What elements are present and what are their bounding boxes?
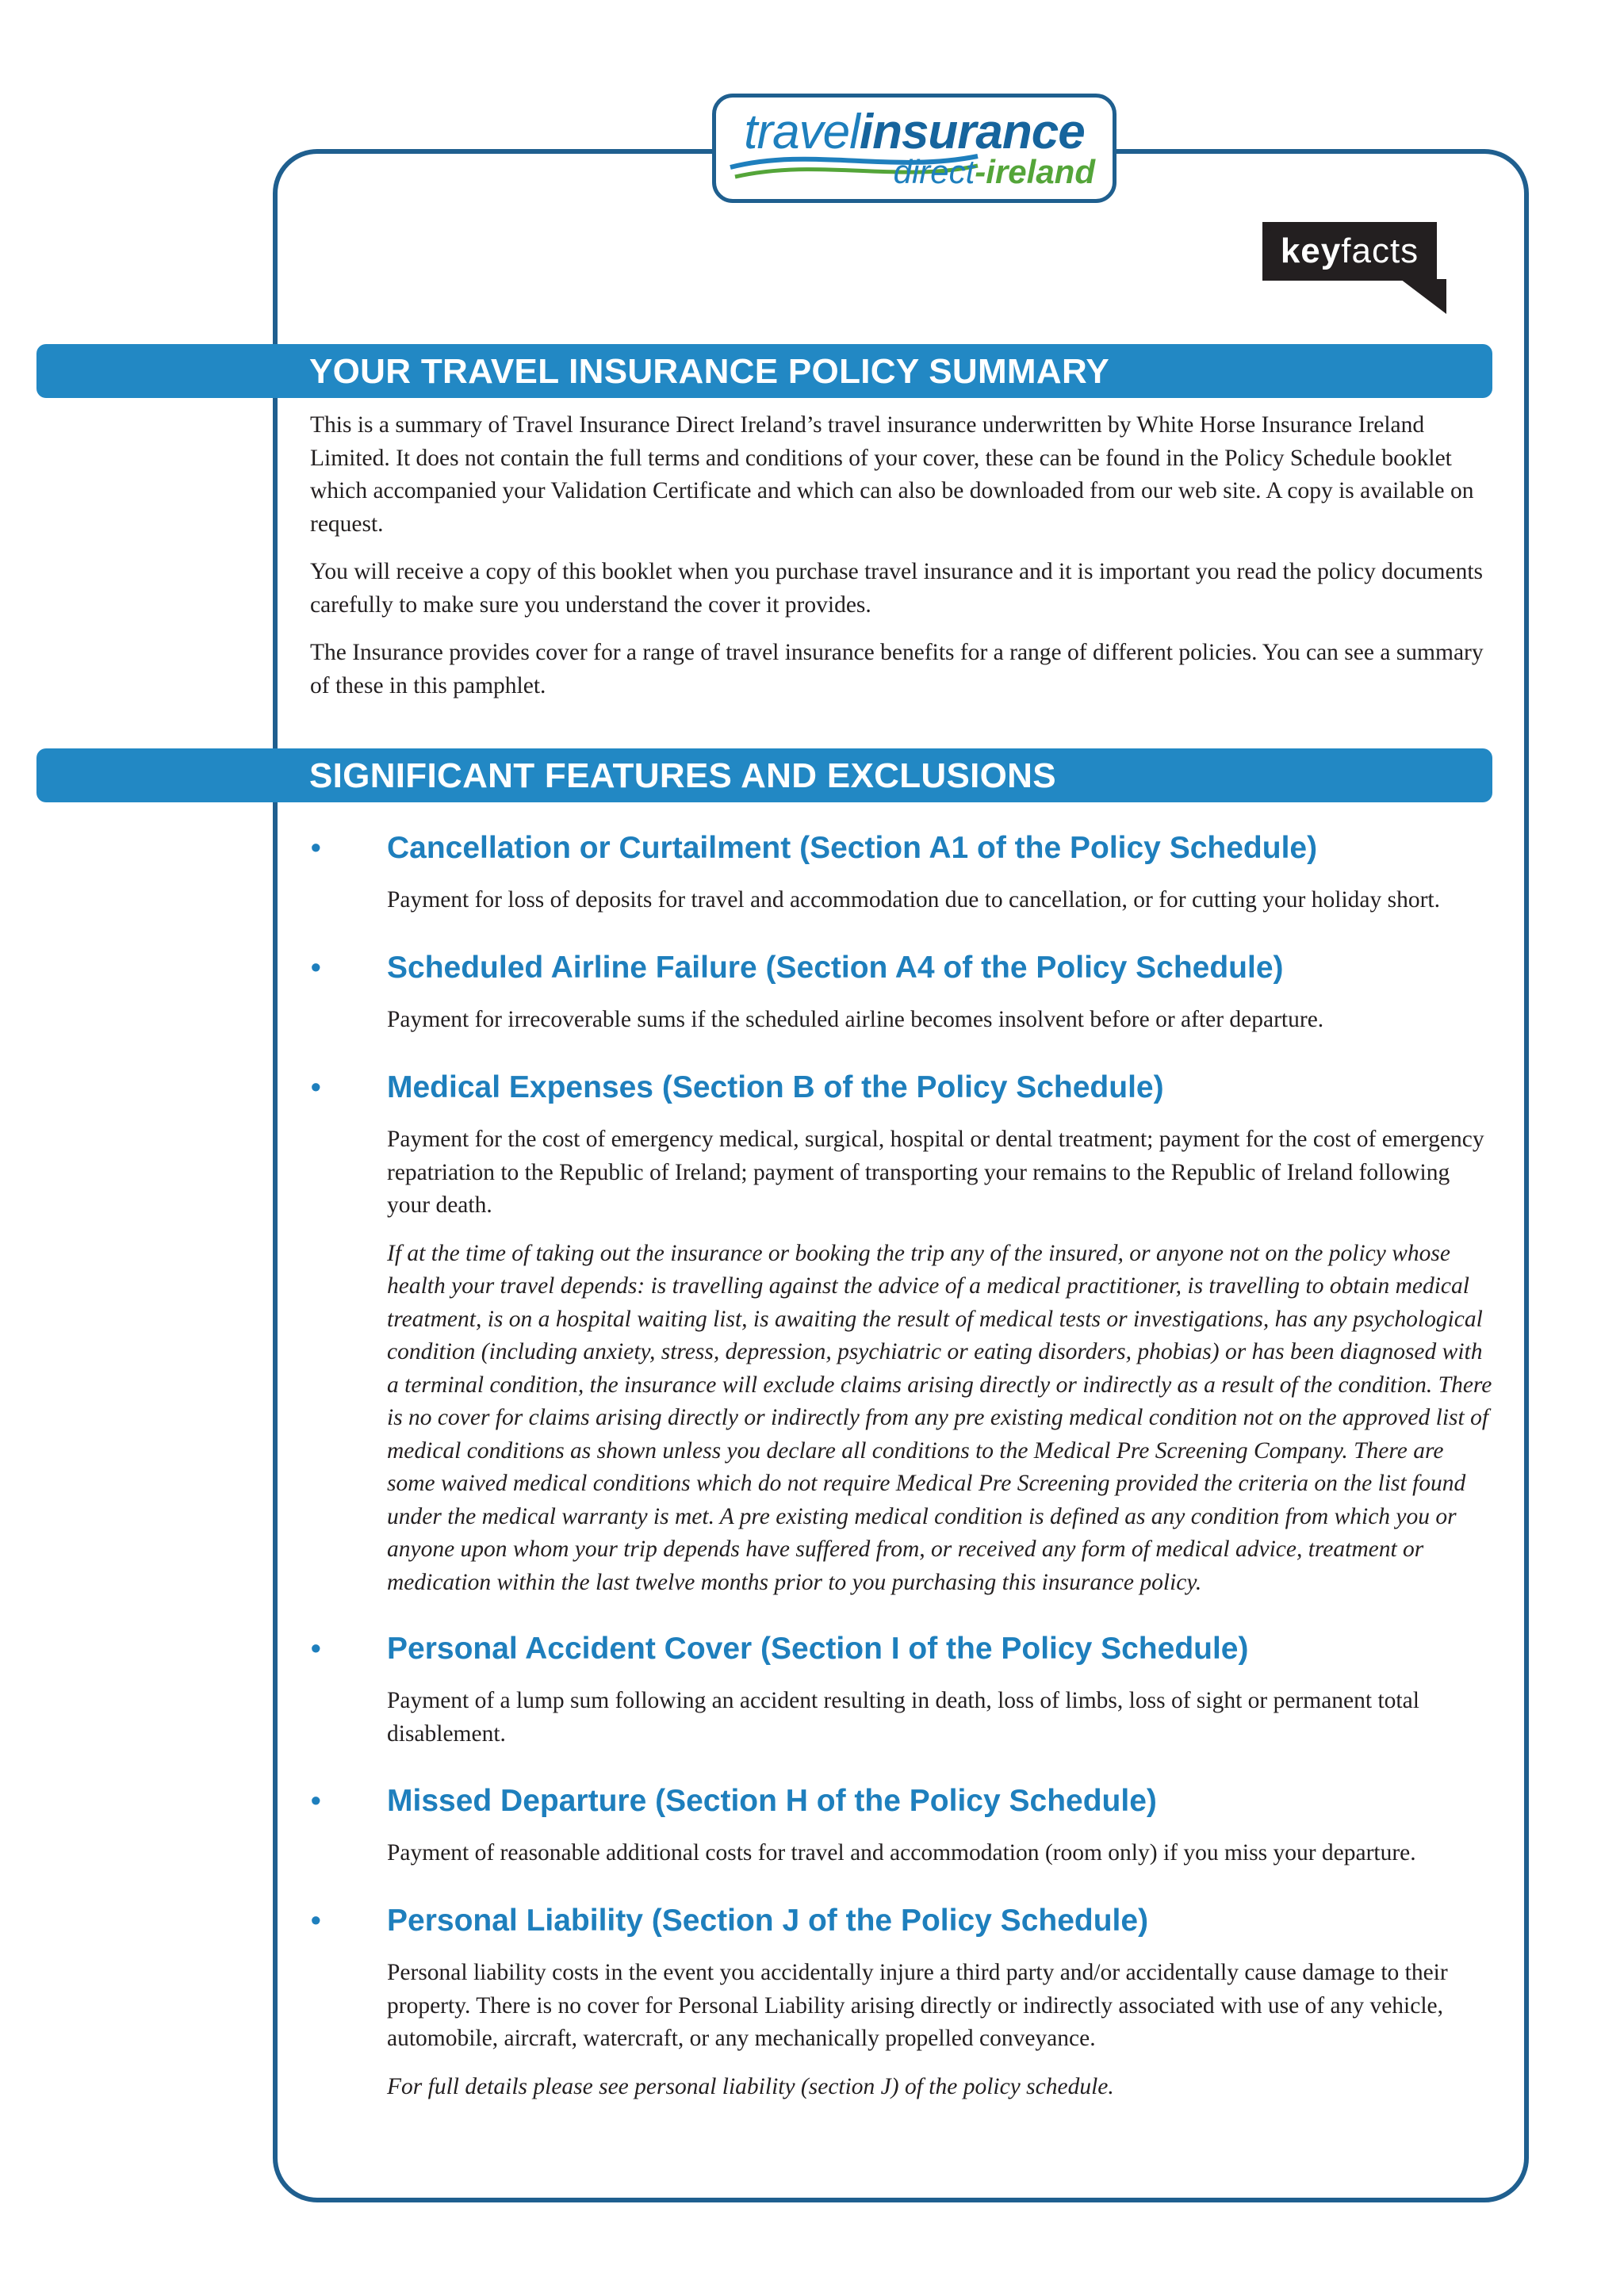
registered-mark: ® <box>1262 222 1273 235</box>
feature-heading: Missed Departure (Section H of the Policy Schedule) <box>387 1784 1157 1818</box>
feature-text <box>387 1004 1497 1037</box>
feature-description: Personal liability costs in the event you accidentally injure a third party and/or accidentally cause damage to their property. There is no cover for Personal Liability arising directly or indirectly associated with use of any vehicle, automobile, aircraft, watercraft, or any mechanically propelled conveyance. <box>387 1960 1448 2051</box>
summary-banner: YOUR TRAVEL INSURANCE POLICY SUMMARY <box>36 344 1492 398</box>
bullet: • <box>311 951 321 983</box>
feature-heading: Personal Accident Cover (Section I of the Policy Schedule) <box>387 1632 1249 1666</box>
summary-paragraph: This is a summary of Travel Insurance Direct Ireland’s travel insurance underwritten by White Horse Insurance Ireland Limited. It does not contain the full terms and conditions of your cover, these can be found in the Policy Schedule booklet which accompanied your Validation Certificate and which can also be downloaded from our web site. A copy is available on request. <box>310 412 1474 537</box>
feature-description: Payment of a lump sum following an accident resulting in death, loss of limbs, loss of sight or permanent total disablement. <box>387 1688 1419 1747</box>
feature-text <box>387 1957 1497 2103</box>
feature-description: Payment for the cost of emergency medical, surgical, hospital or dental treatment; payment for the cost of emergency repatriation to the Republic of Ireland; payment of transporting your remains to the Republic of Ireland following your death. <box>387 1127 1484 1218</box>
bullet: • <box>311 1784 321 1816</box>
feature-exclusion-note: For full details please see personal liability (section J) of the policy schedule. <box>387 2073 1114 2099</box>
feature-heading: Scheduled Airline Failure (Section A4 of the Policy Schedule) <box>387 951 1284 985</box>
feature-text <box>387 1837 1497 1870</box>
feature-description: Payment for irrecoverable sums if the scheduled airline becomes insolvent before or after departure. <box>387 1007 1324 1032</box>
feature-heading: Personal Liability (Section J of the Policy Schedule) <box>387 1904 1149 1938</box>
feature-description: Payment of reasonable additional costs for travel and accommodation (room only) if you miss your departure. <box>387 1840 1416 1866</box>
bullet: • <box>311 1070 321 1103</box>
summary-paragraph: You will receive a copy of this booklet when you purchase travel insurance and it is important you read the policy documents carefully to make sure you understand the cover it provides. <box>310 559 1484 618</box>
summary-text <box>310 409 1495 702</box>
summary-paragraph: The Insurance provides cover for a range of travel insurance benefits for a range of different policies. You can see a summary of these in this pamphlet. <box>310 640 1484 698</box>
keyfacts-label: keyfacts <box>1262 222 1437 281</box>
feature-heading: Cancellation or Curtailment (Section A1 of the Policy Schedule) <box>387 831 1318 865</box>
feature-heading: Medical Expenses (Section B of the Policy Schedule) <box>387 1070 1164 1104</box>
features-banner: SIGNIFICANT FEATURES AND EXCLUSIONS <box>36 748 1492 802</box>
feature-text <box>387 1685 1497 1751</box>
travel-insurance-direct-ireland-logo <box>712 94 1116 203</box>
bullet: • <box>311 831 321 863</box>
logo-line-1: travelinsurance <box>744 105 1085 159</box>
bullet: • <box>311 1904 321 1936</box>
feature-text <box>387 884 1497 917</box>
feature-text <box>387 1123 1497 1599</box>
bullet: • <box>311 1632 321 1664</box>
feature-exclusion-note: If at the time of taking out the insurance or booking the trip any of the insured, or anyone not on the policy whose health your travel depends: is travelling against the advice of a medical practitioner, is travelling to obtain medical treatment, is on a hospital waiting list, is awaiting the result of medical tests or investigations, has any psychological condition (including anxiety, stress, depression, psychiatric or eating disorders, phobias) or has been diagnosed with a terminal condition, the insurance will exclude claims arising directly or indirectly as a result of the condition. There is no cover for claims arising directly or indirectly from any pre existing medical condition not on the approved list of medical conditions as shown unless you declare all conditions to the Medical Pre Screening Company. There are some waived medical conditions which do not require Medical Pre Screening provided the criteria on the list found under the medical warranty is met. A pre existing medical condition is defined as any condition from which you or anyone upon whom your trip depends have suffered from, or received any form of medical advice, treatment or medication within the last twelve months prior to you purchasing this insurance policy. <box>387 1240 1492 1595</box>
feature-description: Payment for loss of deposits for travel and accommodation due to cancellation, or for cutting your holiday short. <box>387 887 1440 913</box>
logo-line-2: direct-ireland <box>893 153 1095 190</box>
